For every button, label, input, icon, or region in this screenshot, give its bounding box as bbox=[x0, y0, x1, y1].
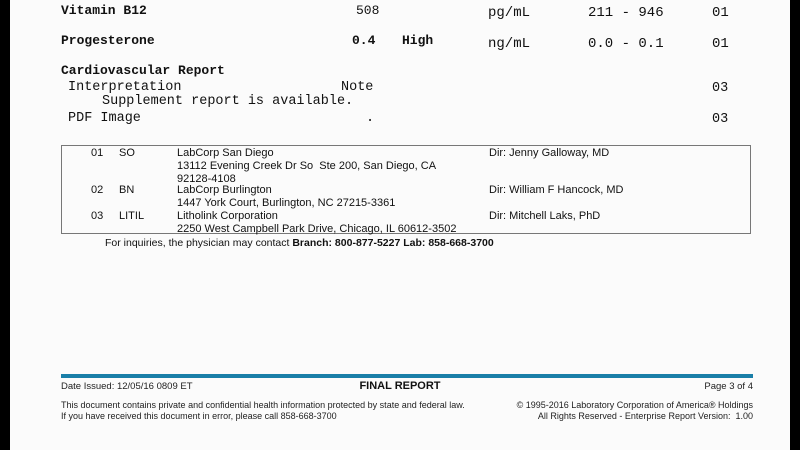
reference-range: 0.0 - 0.1 bbox=[588, 36, 664, 52]
lab-name: LabCorp San Diego bbox=[177, 147, 274, 159]
page-number: Page 3 of 4 bbox=[704, 381, 753, 392]
test-units: pg/mL bbox=[488, 5, 531, 21]
lab-abbreviation: LITIL bbox=[119, 210, 145, 222]
report-status: FINAL REPORT bbox=[359, 380, 441, 392]
error-notice: If you have received this document in error, please call 858-668-3700 bbox=[61, 411, 337, 421]
lab-director: Dir: William F Hancock, MD bbox=[489, 184, 624, 196]
lab-number: 01 bbox=[91, 147, 104, 159]
contact-numbers: Branch: 800-877-5227 Lab: 858-668-3700 bbox=[292, 237, 494, 249]
footer-divider bbox=[61, 374, 753, 378]
lab-code: 03 bbox=[712, 112, 729, 127]
pdf-label: PDF Image bbox=[68, 111, 141, 126]
interpretation-label: Interpretation bbox=[68, 80, 182, 95]
lab-address: 2250 West Campbell Park Drive, Chicago, IL 60612-3502 bbox=[177, 223, 457, 235]
supplement-text: Supplement report is available. bbox=[102, 94, 354, 109]
lab-name: LabCorp Burlington bbox=[177, 184, 272, 196]
lab-abbreviation: BN bbox=[119, 184, 135, 196]
section-title: Cardiovascular Report bbox=[61, 63, 225, 78]
test-value: 508 bbox=[356, 3, 380, 18]
lab-director: Dir: Mitchell Laks, PhD bbox=[489, 210, 601, 222]
pdf-value: . bbox=[366, 111, 375, 126]
lab-abbreviation: SO bbox=[119, 147, 135, 159]
test-units: ng/mL bbox=[488, 36, 531, 52]
lab-name: Litholink Corporation bbox=[177, 210, 278, 222]
lab-code: 01 bbox=[712, 36, 729, 52]
test-name: Progesterone bbox=[61, 33, 155, 48]
lab-address: 1447 York Court, Burlington, NC 27215-3361 bbox=[177, 197, 396, 209]
lab-address: 92128-4108 bbox=[177, 173, 236, 185]
test-value: 0.4 bbox=[352, 33, 376, 48]
performing-labs-table bbox=[61, 145, 751, 234]
confidentiality-notice: This document contains private and confidential health information protected by state and federal law. bbox=[61, 400, 465, 410]
contact-line bbox=[105, 237, 494, 249]
rights-version: All Rights Reserved - Enterprise Report Version: 1.00 bbox=[537, 411, 753, 421]
copyright: © 1995-2016 Laboratory Corporation of America® Holdings bbox=[516, 400, 753, 410]
lab-address: 13112 Evening Creek Dr So Ste 200, San Diego, CA bbox=[177, 160, 437, 172]
abnormal-flag: High bbox=[402, 33, 434, 48]
lab-number: 02 bbox=[91, 184, 104, 196]
reference-range: 211 - 946 bbox=[588, 5, 664, 21]
interpretation-note: Note bbox=[341, 80, 374, 95]
report-page bbox=[10, 0, 790, 450]
lab-number: 03 bbox=[91, 210, 104, 222]
test-name: Vitamin B12 bbox=[61, 3, 147, 18]
lab-code: 03 bbox=[712, 81, 729, 96]
lab-code: 01 bbox=[712, 5, 729, 21]
date-issued: Date Issued: 12/05/16 0809 ET bbox=[61, 381, 193, 392]
lab-director: Dir: Jenny Galloway, MD bbox=[489, 147, 610, 159]
contact-prefix: For inquiries, the physician may contact bbox=[105, 237, 293, 249]
